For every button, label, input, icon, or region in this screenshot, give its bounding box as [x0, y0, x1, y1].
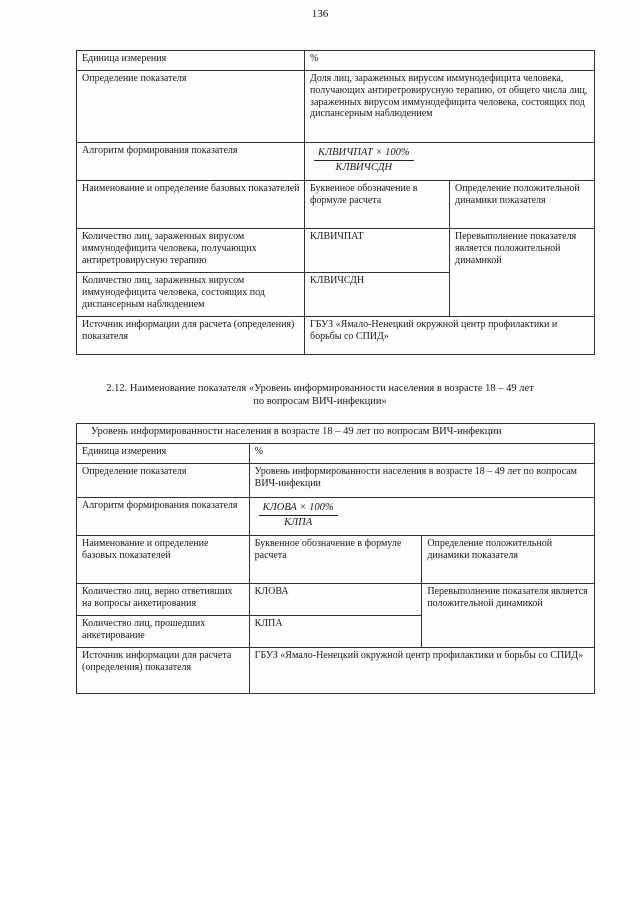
base-row1-code: КЛОВА	[249, 584, 422, 616]
indicator-table-hiv-therapy	[76, 50, 595, 355]
table-row	[77, 317, 595, 355]
definition-value: Доля лиц, зараженных вирусом иммунодефицита человека, получающих антиретровирусную терапию, от общего числа лиц, зараженных вирусом иммунодефицита человека, состоящих под диспансерным наблюдением	[305, 71, 595, 143]
section-heading: 2.12. Наименование показателя «Уровень информированности населения в возрасте 18 – 49 лет по вопросам ВИЧ-инфекции»	[106, 383, 534, 408]
table-row	[77, 648, 595, 694]
table-row	[77, 424, 595, 444]
table-row	[77, 498, 595, 536]
dynamics-value: Перевыполнение показателя является положительной динамикой	[422, 584, 595, 648]
unit-value: %	[305, 51, 595, 71]
dynamics-header: Определение положительной динамики показателя	[450, 181, 595, 229]
table-title: Уровень информированности населения в возрасте 18 – 49 лет по вопросам ВИЧ-инфекции	[77, 424, 595, 444]
source-label: Источник информации для расчета (определения) показателя	[77, 648, 250, 694]
formula-cell	[305, 143, 595, 181]
indicator-table-hiv-awareness	[76, 423, 595, 694]
unit-value: %	[249, 444, 594, 464]
formula-numerator: КЛОВА × 100%	[259, 502, 338, 516]
base-row2-name: Количество лиц, зараженных вирусом иммунодефицита человека, состоящих под диспансерным наблюдением	[77, 273, 305, 317]
formula	[310, 145, 414, 175]
table-row	[77, 143, 595, 181]
definition-label: Определение показателя	[77, 464, 250, 498]
formula-denominator: КЛВИЧСДН	[335, 162, 393, 174]
base-row1-name: Количество лиц, зараженных вирусом иммунодефицита человека, получающих антиретровирусную терапию	[77, 229, 305, 273]
formula-cell	[249, 498, 594, 536]
base-row2-code: КЛВИЧСДН	[305, 273, 450, 317]
source-value: ГБУЗ «Ямало-Ненецкий окружной центр профилактики и борьбы со СПИД»	[249, 648, 594, 694]
table-row	[77, 181, 595, 229]
dynamics-header: Определение положительной динамики показателя	[422, 536, 595, 584]
dynamics-value: Перевыполнение показателя является положительной динамикой	[450, 229, 595, 317]
unit-label: Единица измерения	[77, 444, 250, 464]
letter-header: Буквенное обозначение в формуле расчета	[249, 536, 422, 584]
definition-label: Определение показателя	[77, 71, 305, 143]
base-indicators-label: Наименование и определение базовых показателей	[77, 181, 305, 229]
source-value: ГБУЗ «Ямало-Ненецкий окружной центр профилактики и борьбы со СПИД»	[305, 317, 595, 355]
base-row2-code: КЛПА	[249, 616, 422, 648]
table-row	[77, 51, 595, 71]
source-label: Источник информации для расчета (определения) показателя	[77, 317, 305, 355]
table-row	[77, 229, 595, 273]
formula	[255, 500, 338, 530]
page-number: 136	[311, 8, 329, 20]
base-row2-name: Количество лиц, прошедших анкетирование	[77, 616, 250, 648]
formula-numerator: КЛВИЧПАТ × 100%	[314, 147, 414, 161]
table-row	[77, 464, 595, 498]
base-row1-name: Количество лиц, верно ответивших на вопросы анкетирования	[77, 584, 250, 616]
table-row	[77, 444, 595, 464]
definition-value: Уровень информированности населения в возрасте 18 – 49 лет по вопросам ВИЧ-инфекции	[249, 464, 594, 498]
unit-label: Единица измерения	[77, 51, 305, 71]
algorithm-label: Алгоритм формирования показателя	[77, 143, 305, 181]
formula-denominator: КЛПА	[284, 517, 313, 529]
algorithm-label: Алгоритм формирования показателя	[77, 498, 250, 536]
table-row	[77, 536, 595, 584]
table-row	[77, 71, 595, 143]
table-row	[77, 584, 595, 616]
base-row1-code: КЛВИЧПАТ	[305, 229, 450, 273]
letter-header: Буквенное обозначение в формуле расчета	[305, 181, 450, 229]
base-indicators-label: Наименование и определение базовых показателей	[77, 536, 250, 584]
